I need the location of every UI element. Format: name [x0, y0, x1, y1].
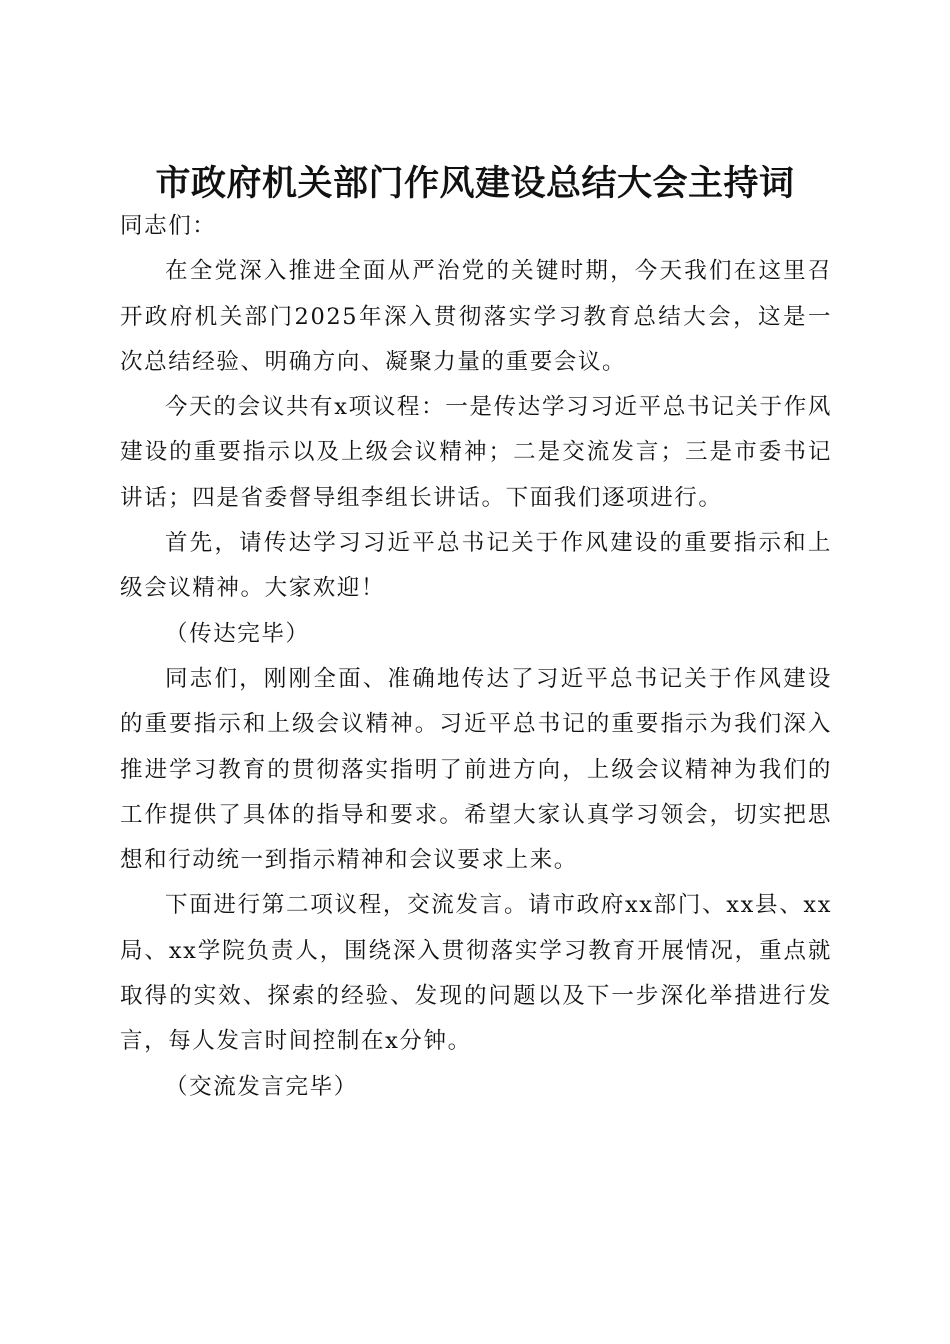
paragraph-first-item: 首先，请传达学习习近平总书记关于作风建设的重要指示和上级会议精神。大家欢迎！ — [120, 530, 832, 602]
paragraph-agenda: 今天的会议共有x项议程：一是传达学习习近平总书记关于作风建设的重要指示以及上级会议精神；二是交流发言；三是市委书记讲话；四是省委督导组李组长讲话。下面我们逐项进行。 — [120, 394, 832, 511]
stage-note-conveyed: （传达完毕） — [165, 620, 310, 647]
document-title: 市政府机关部门作风建设总结大会主持词 — [155, 163, 795, 205]
paragraph-second-item: 下面进行第二项议程，交流发言。请市政府xx部门、xx县、xx局、xx学院负责人，围绕深入贯彻落实学习教育开展情况，重点就取得的实效、探索的经验、发现的问题以及下一步深化举措进行发言，每人发言时间控制在x分钟。 — [120, 892, 832, 1055]
paragraph-summary: 同志们，刚刚全面、准确地传达了习近平总书记关于作风建设的重要指示和上级会议精神。习近平总书记的重要指示为我们深入推进学习教育的贯彻落实指明了前进方向，上级会议精神为我们的工作提供了具体的指导和要求。希望大家认真学习领会，切实把思想和行动统一到指示精神和会议要求上来。 — [120, 665, 832, 874]
salutation: 同志们： — [120, 213, 217, 239]
paragraph-opening: 在全党深入推进全面从严治党的关键时期，今天我们在这里召开政府机关部门2025年深入贯彻落实学习教育总结大会，这是一次总结经验、明确方向、凝聚力量的重要会议。 — [120, 258, 832, 375]
document-body — [120, 213, 832, 1110]
stage-note-exchange-done: （交流发言完毕） — [165, 1073, 358, 1100]
